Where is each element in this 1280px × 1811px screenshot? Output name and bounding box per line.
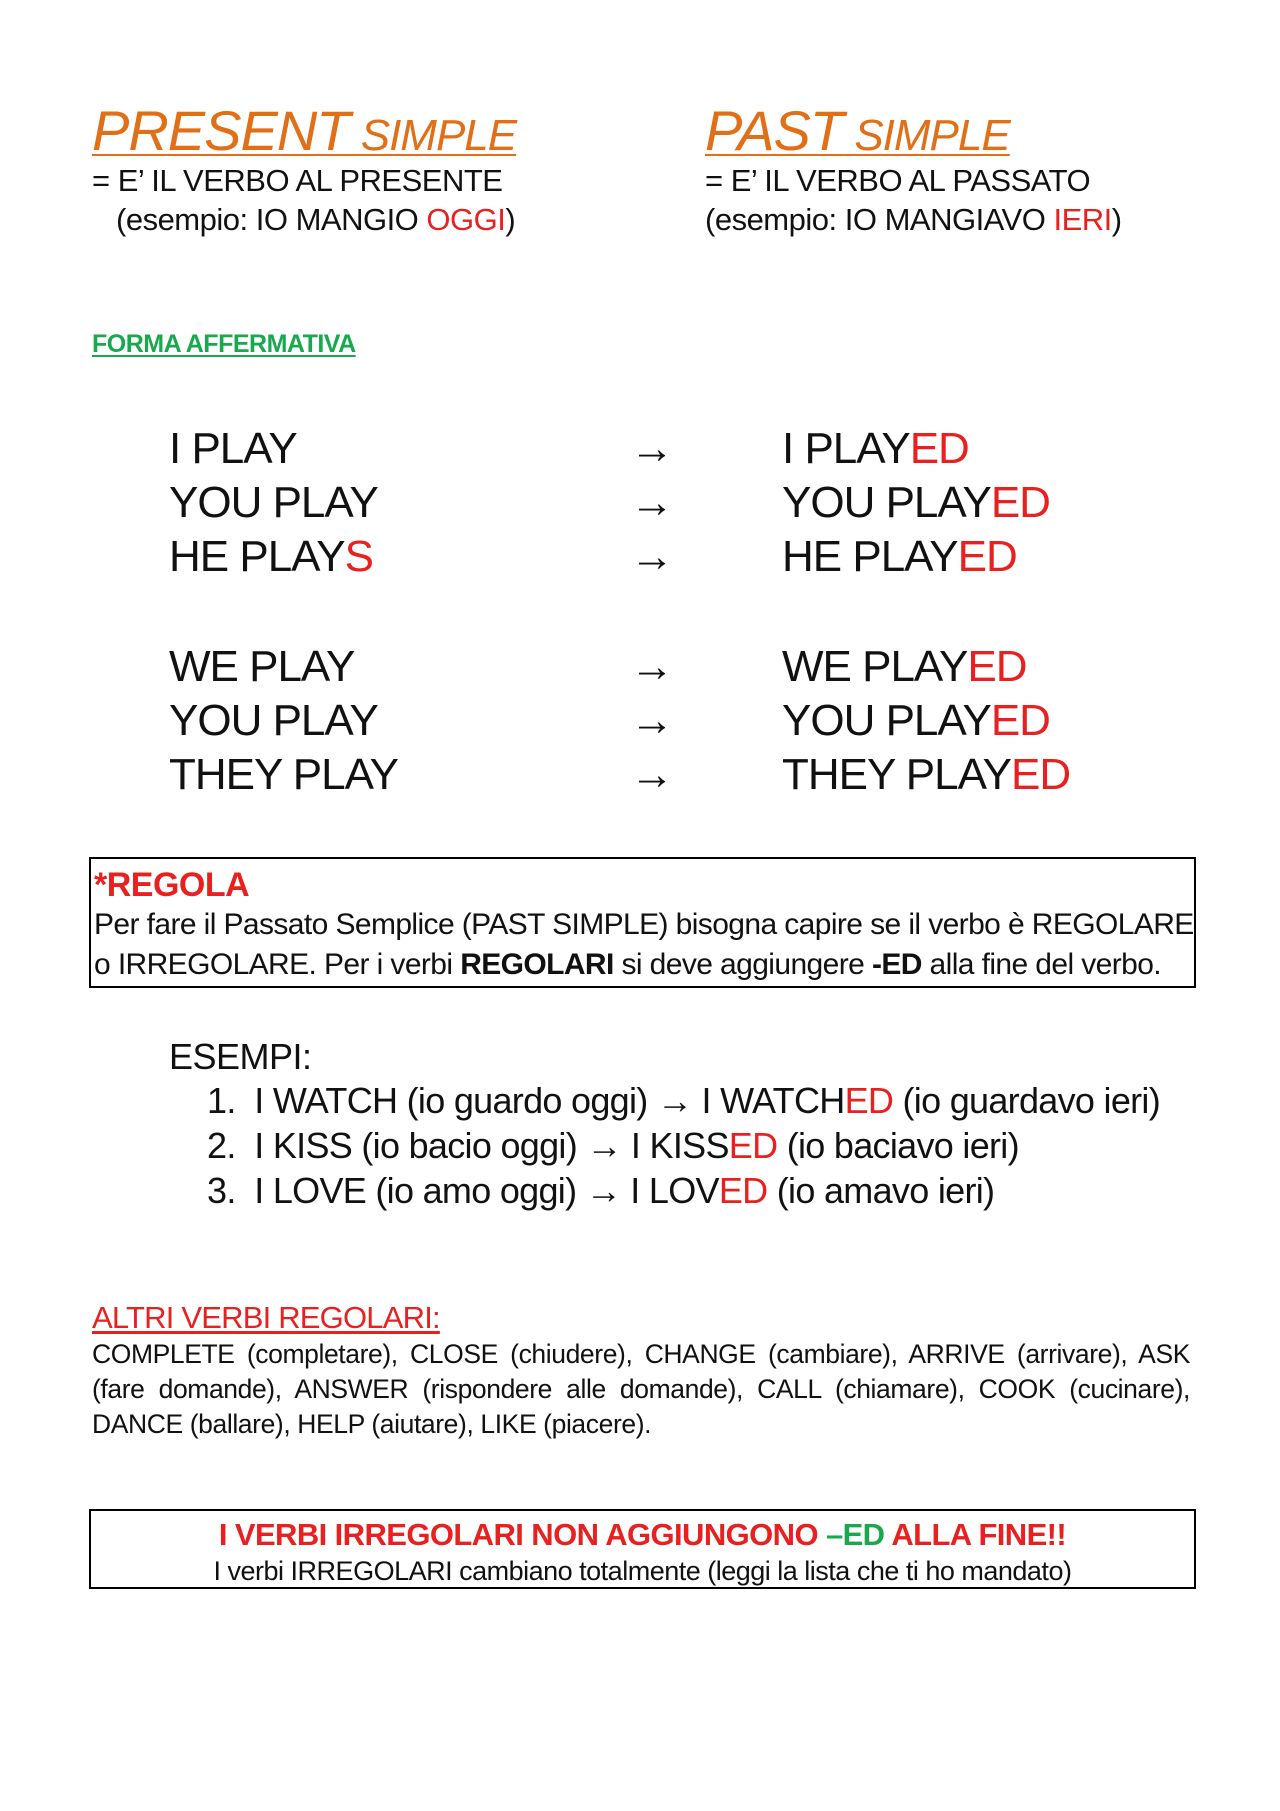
conjugation-past: THEY PLAYED <box>782 750 1071 799</box>
arrow-icon: → <box>585 1170 621 1211</box>
list-item: 3. I LOVE (io amo oggi) → I LOVED (io amavo ieri) <box>207 1170 995 1211</box>
regola-title: *REGOLA <box>94 866 250 904</box>
conjugation-present: THEY PLAY <box>169 750 399 799</box>
past-simple-title: PAST SIMPLE <box>705 99 1010 162</box>
conjugation-present: HE PLAYS <box>169 532 373 581</box>
regola-line-2: o IRREGOLARE. Per i verbi REGOLARI si deve aggiungere -ED alla fine del verbo. <box>94 948 1162 981</box>
conjugation-present: I PLAY <box>169 424 297 473</box>
irregolari-text: I verbi IRREGOLARI cambiano totalmente (leggi la lista che ti ho mandato) <box>213 1556 1072 1586</box>
present-simple-title: PRESENT SIMPLE <box>92 99 517 162</box>
present-example: (esempio: IO MANGIO OGGI) <box>116 202 516 237</box>
conjugation-past: WE PLAYED <box>782 642 1027 691</box>
past-definition: = E’ IL VERBO AL PASSATO <box>705 163 1091 198</box>
arrow-icon: → <box>630 478 674 527</box>
esempi-heading: ESEMPI: <box>169 1036 312 1077</box>
arrow-icon: → <box>630 696 674 745</box>
conjugation-present: YOU PLAY <box>169 478 378 527</box>
conjugation-past: I PLAYED <box>782 424 969 473</box>
list-item: 2. I KISS (io bacio oggi) → I KISSED (io baciavo ieri) <box>207 1125 1019 1166</box>
present-simple-section <box>92 98 516 239</box>
arrow-icon: → <box>656 1080 693 1121</box>
conjugation-present: YOU PLAY <box>169 696 378 745</box>
conjugation-present: WE PLAY <box>169 642 355 691</box>
altri-verbi-text: COMPLETE (completare), CLOSE (chiudere), CHANGE (cambiare), ARRIVE (arrivare), ASK (fare domande), ANSWER (rispondere alle domande), CALL (chiamare), COOK (cucinare), DANCE (ballare), HELP (aiutare), LIKE (piacere). <box>92 1339 1190 1439</box>
arrow-icon: → <box>630 424 674 473</box>
irregolari-box <box>89 1509 1196 1589</box>
conjugation-past: YOU PLAYED <box>782 478 1050 527</box>
arrow-icon: → <box>630 532 674 581</box>
conjugation-past: YOU PLAYED <box>782 696 1050 745</box>
arrow-icon: → <box>586 1125 622 1166</box>
regola-line-1: Per fare il Passato Semplice (PAST SIMPLE) bisogna capire se il verbo è REGOLARE <box>94 908 1194 941</box>
past-simple-section <box>705 98 1122 239</box>
present-definition: = E’ IL VERBO AL PRESENTE <box>92 163 503 198</box>
esempi-list <box>207 1078 1160 1213</box>
forma-affermativa-label: FORMA AFFERMATIVA <box>92 330 356 358</box>
irregolari-title: I VERBI IRREGOLARI NON AGGIUNGONO –ED ALLA FINE!! <box>218 1517 1067 1552</box>
past-example: (esempio: IO MANGIAVO IERI) <box>705 202 1122 237</box>
conjugation-past: HE PLAYED <box>782 532 1017 581</box>
regola-box <box>89 857 1196 988</box>
altri-verbi-title: ALTRI VERBI REGOLARI: <box>92 1300 440 1335</box>
list-item: 1. I WATCH (io guardo oggi) → I WATCHED (io guardavo ieri) <box>207 1080 1161 1121</box>
arrow-icon: → <box>630 642 674 691</box>
arrow-icon: → <box>630 750 674 799</box>
